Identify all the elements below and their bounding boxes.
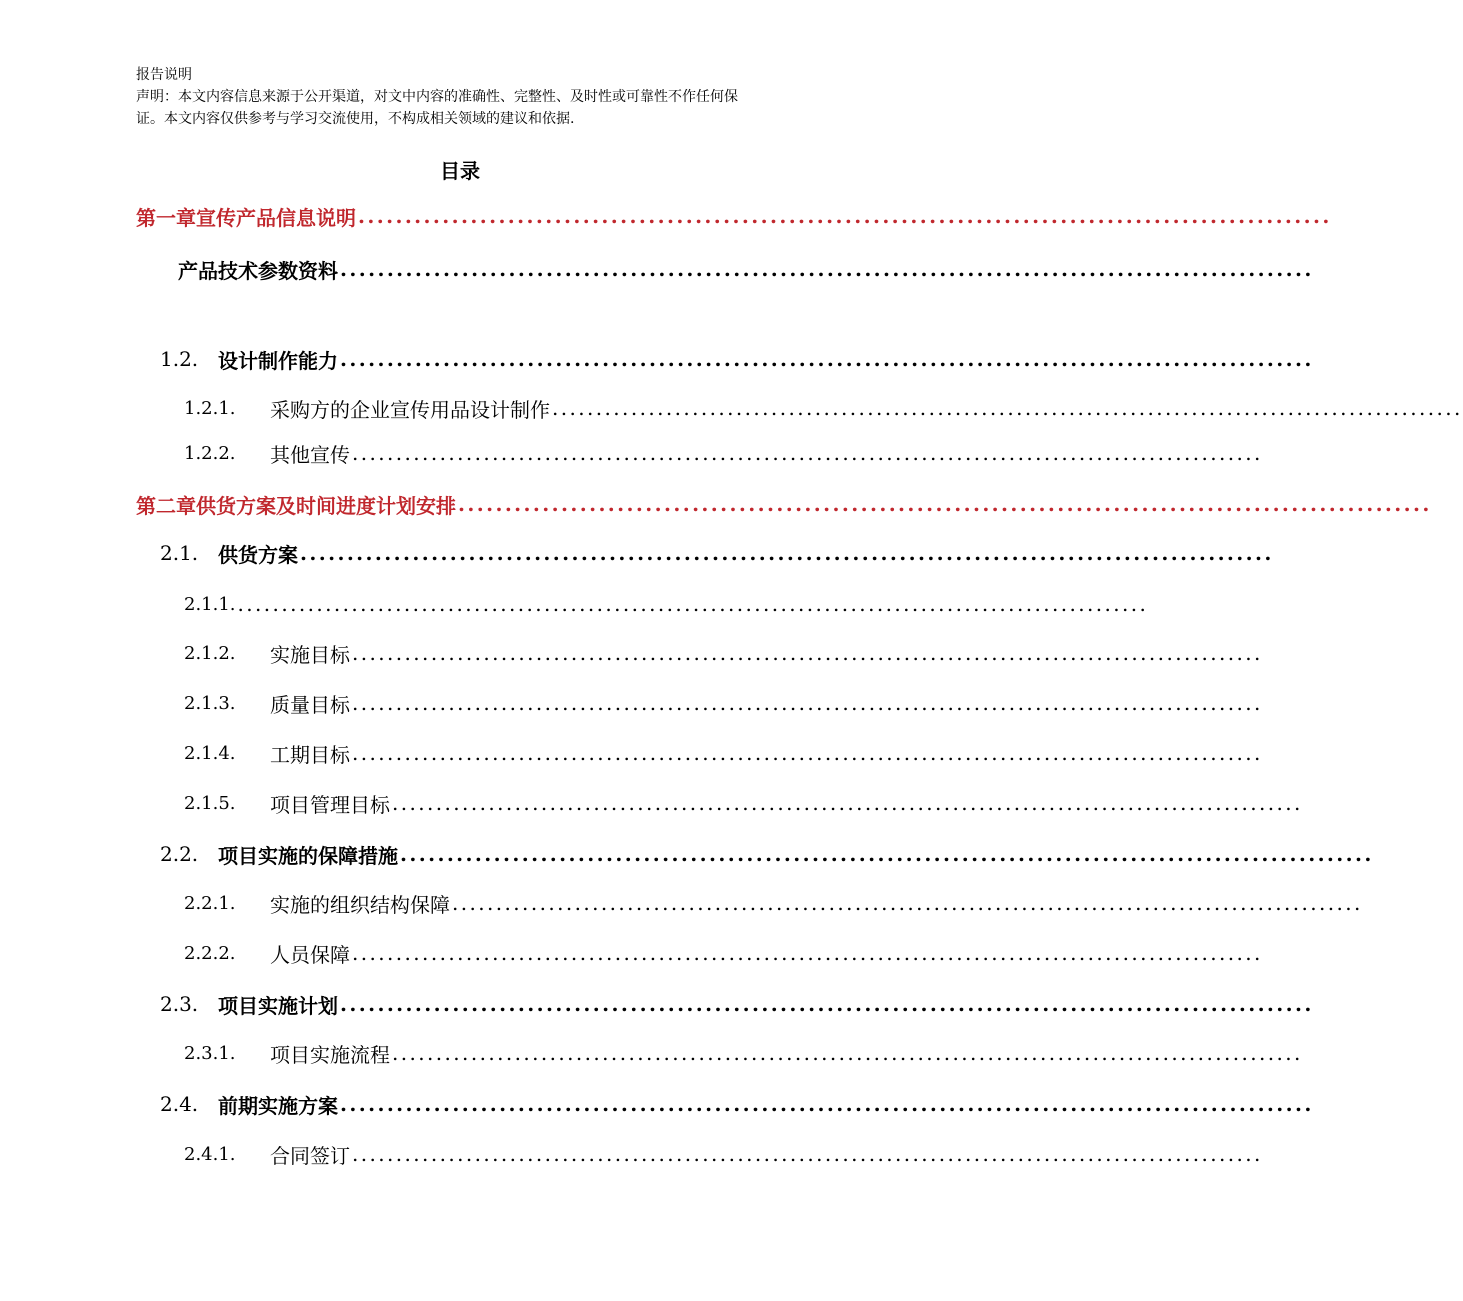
toc-entry-text: 项目管理目标: [270, 792, 390, 817]
toc-leader-dots: ........................................................................................................: [340, 1092, 1314, 1116]
toc-leader-dots: ........................................................................................................: [340, 347, 1314, 371]
toc-entry-text: 第一章宣传产品信息说明: [136, 205, 356, 230]
toc-leader-dots: ........................................................................................................: [352, 941, 1263, 965]
toc-entry-number: 2.1.3.: [184, 692, 236, 714]
toc-entry-2-1-1[interactable]: [184, 587, 1149, 621]
toc-entry-2-2-1[interactable]: [184, 886, 1363, 920]
toc-entry-2-3[interactable]: [160, 987, 1314, 1021]
toc-leader-dots: ........................................................................................................: [300, 541, 1274, 565]
toc-entry-text: 其他宣传: [270, 442, 350, 467]
toc-entry-number: 2.1.4.: [184, 742, 236, 764]
toc-entry-1-2[interactable]: [160, 342, 1314, 376]
toc-leader-dots: ........................................................................................................: [340, 257, 1314, 281]
toc-entry-product-specs[interactable]: [178, 252, 1314, 286]
toc-entry-2-2[interactable]: [160, 837, 1374, 871]
toc-entry-text: 供货方案: [218, 542, 298, 567]
toc-entry-2-4-1[interactable]: [184, 1137, 1263, 1171]
toc-leader-dots: ........................................................................................................: [392, 791, 1303, 815]
report-note-title: 报告说明: [136, 67, 192, 83]
toc-entry-text: 合同签订: [270, 1143, 350, 1168]
toc-entry-number: 2.3.: [160, 992, 199, 1016]
toc-entry-number: 2.2.: [160, 842, 199, 866]
toc-entry-2-1-3[interactable]: [184, 686, 1263, 720]
toc-entry-text: 质量目标: [270, 692, 350, 717]
toc-entry-number: 2.4.: [160, 1092, 199, 1116]
toc-entry-2-1-5[interactable]: [184, 786, 1303, 820]
toc-leader-dots: ........................................................................................................: [352, 691, 1263, 715]
toc-entry-1-2-2[interactable]: [184, 436, 1263, 470]
toc-entry-number: 2.3.1.: [184, 1042, 236, 1064]
toc-entry-number: 2.1.2.: [184, 642, 236, 664]
toc-leader-dots: ........................................................................................................: [392, 1041, 1303, 1065]
toc-entry-number: 2.1.5.: [184, 792, 236, 814]
toc-entry-text: 产品技术参数资料: [178, 258, 338, 283]
toc-leader-dots: ........................................................................................................: [352, 641, 1263, 665]
disclaimer-line-1: 声明：本文内容信息来源于公开渠道，对文中内容的准确性、完整性、及时性或可靠性不作任何保: [136, 89, 738, 105]
toc-leader-dots: ........................................................................................................: [340, 992, 1314, 1016]
toc-entry-text: 实施的组织结构保障: [270, 892, 450, 917]
toc-leader-dots: ........................................................................................................: [352, 441, 1263, 465]
toc-entry-chapter-1[interactable]: [136, 199, 1332, 233]
toc-entry-2-1-4[interactable]: [184, 736, 1263, 770]
toc-title: 目录: [440, 159, 480, 183]
toc-entry-1-2-1[interactable]: [184, 391, 1463, 425]
toc-entry-number: 1.2.2.: [184, 442, 236, 464]
toc-entry-text: 项目实施计划: [218, 993, 338, 1018]
toc-entry-2-4[interactable]: [160, 1087, 1314, 1121]
toc-entry-chapter-2[interactable]: [136, 487, 1432, 521]
toc-entry-2-1-2[interactable]: [184, 636, 1263, 670]
toc-entry-2-1[interactable]: [160, 536, 1274, 570]
toc-entry-text: 项目实施的保障措施: [218, 843, 398, 868]
toc-entry-text: 实施目标: [270, 642, 350, 667]
toc-leader-dots: ........................................................................................................: [358, 204, 1332, 228]
toc-entry-text: 第二章供货方案及时间进度计划安排: [136, 493, 456, 518]
toc-entry-2-3-1[interactable]: [184, 1036, 1303, 1070]
toc-leader-dots: ........................................................................................................: [552, 396, 1463, 420]
toc-entry-number: 2.2.1.: [184, 892, 236, 914]
toc-leader-dots: ........................................................................................................: [452, 891, 1363, 915]
toc-leader-dots: ........................................................................................................: [400, 842, 1374, 866]
toc-entry-number: 2.1.1.: [184, 593, 236, 615]
toc-entry-number: 2.1.: [160, 541, 199, 565]
toc-entry-number: 1.2.: [160, 347, 199, 371]
toc-leader-dots: ........................................................................................................: [237, 592, 1149, 616]
toc-entry-text: 人员保障: [270, 942, 350, 967]
toc-entry-text: 项目实施流程: [270, 1042, 390, 1067]
toc-entry-text: 工期目标: [270, 742, 350, 767]
toc-entry-number: 2.2.2.: [184, 942, 236, 964]
toc-entry-number: 1.2.1.: [184, 397, 236, 419]
toc-leader-dots: ........................................................................................................: [352, 741, 1263, 765]
toc-entry-text: 前期实施方案: [218, 1093, 338, 1118]
toc-entry-2-2-2[interactable]: [184, 936, 1263, 970]
toc-leader-dots: ........................................................................................................: [352, 1142, 1263, 1166]
toc-entry-text: 设计制作能力: [218, 348, 338, 373]
toc-entry-number: 2.4.1.: [184, 1143, 236, 1165]
disclaimer-line-2: 证。本文内容仅供参考与学习交流使用，不构成相关领域的建议和依据.: [136, 111, 575, 127]
toc-leader-dots: ........................................................................................................: [458, 492, 1432, 516]
toc-entry-text: 采购方的企业宣传用品设计制作: [270, 397, 550, 422]
